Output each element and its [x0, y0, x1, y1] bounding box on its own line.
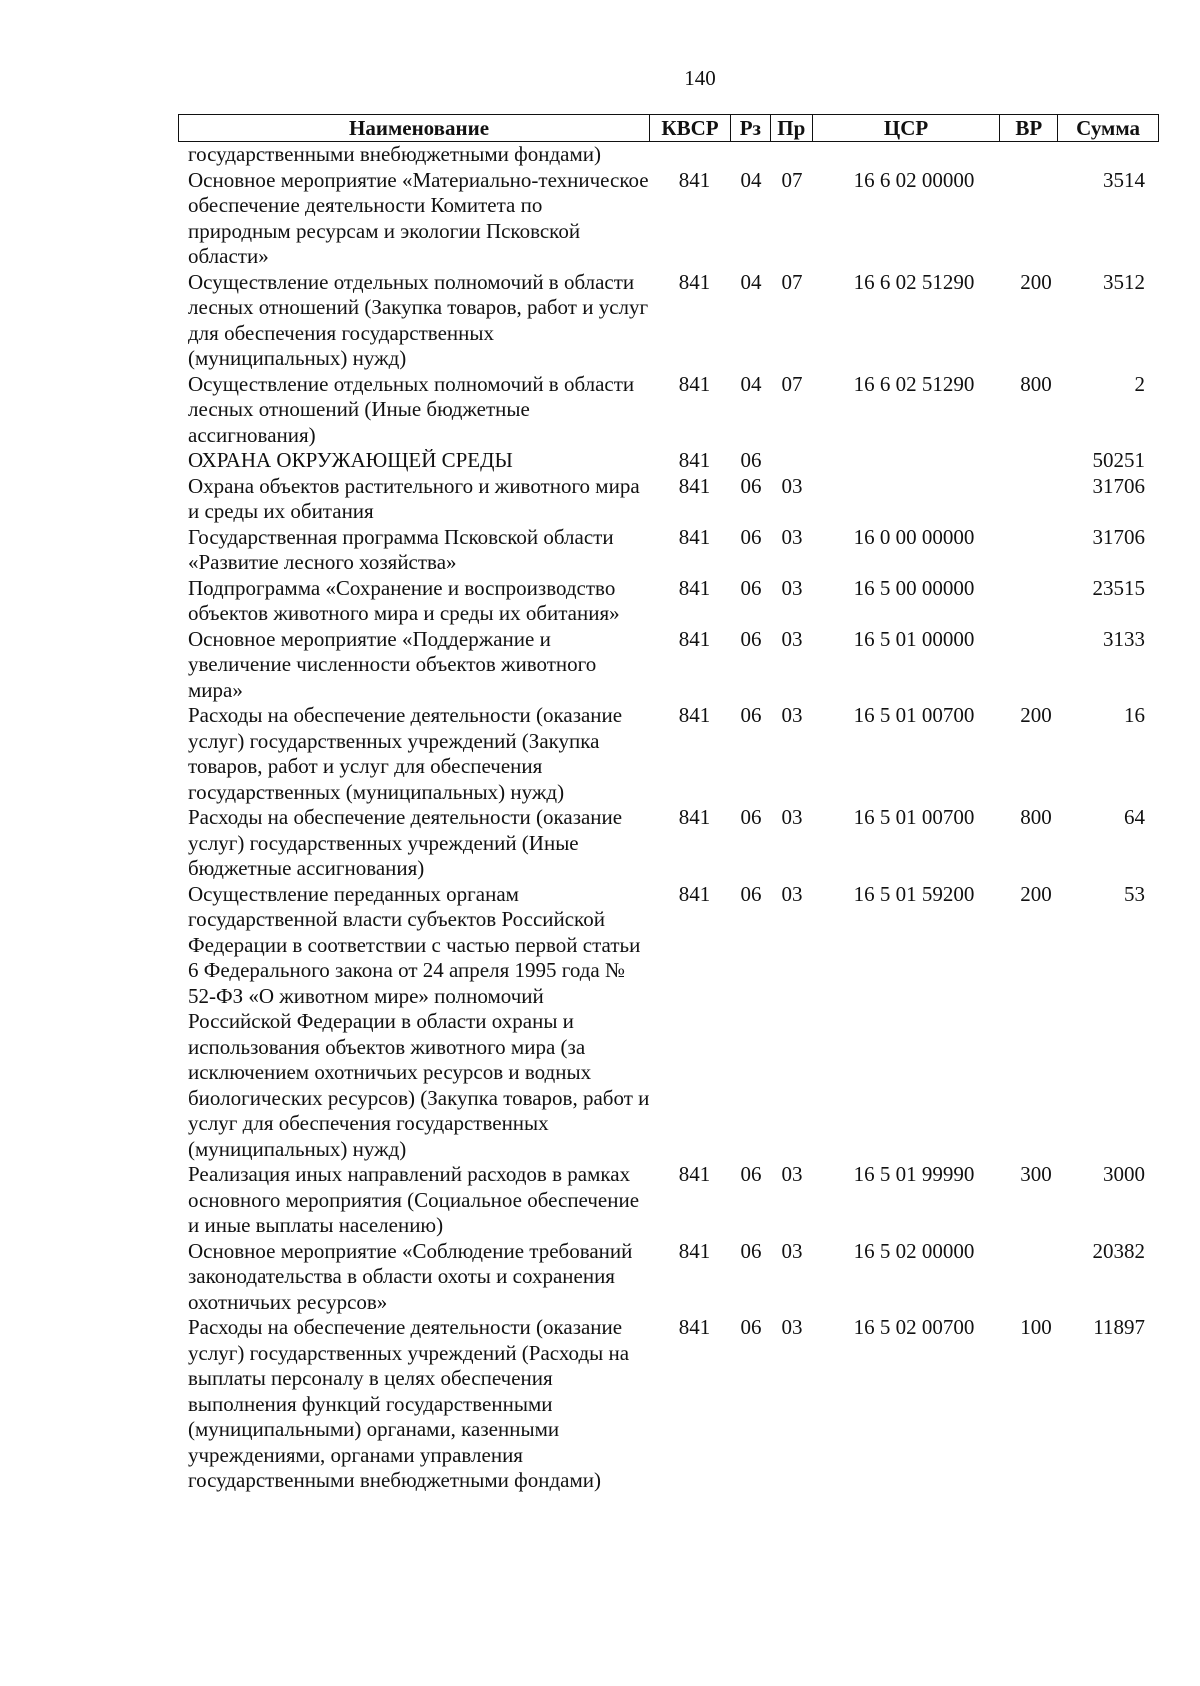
- cell-kvsr: 841: [678, 1162, 711, 1186]
- cell-rz: 06: [740, 1162, 762, 1186]
- table-header: [178, 114, 1159, 142]
- cell-pr: 07: [781, 269, 803, 294]
- cell-rz: 06: [740, 1315, 762, 1339]
- table-body: [178, 142, 1159, 1494]
- cell-name: государственными внебюджетными фондами): [188, 142, 602, 166]
- cell-name: Осуществление переданных органам государственной власти субъектов Российской Федерации в соответствии с частью первой статьи 6 Федерального закона от 24 апреля 1995 года № 52-ФЗ «О животном мире» полномочий Российской Федерации в области охраны и использования объектов животного мира (за исключением охотничьих ресурсов и водных биологических ресурсов) (Закупка товаров, работ и услуг для обеспечения государственных (муниципальных) нужд): [188, 881, 650, 1161]
- cell-name: Подпрограмма «Сохранение и воспроизводство объектов животного мира и среды их обитания»: [188, 575, 620, 625]
- table-row: [178, 270, 1159, 372]
- cell-csr: 16 5 02 00700: [853, 1315, 975, 1339]
- cell-rz: 06: [740, 473, 762, 498]
- header-vr: ВР: [1000, 115, 1058, 141]
- cell-kvsr: 841: [678, 269, 711, 294]
- cell-vr: 800: [1020, 805, 1052, 829]
- cell-pr: 03: [781, 473, 803, 498]
- header-pr: Пр: [771, 115, 813, 141]
- cell-sum: 64: [1124, 805, 1145, 829]
- cell-kvsr: 841: [678, 575, 711, 600]
- cell-vr: [1001, 448, 1059, 474]
- cell-csr: 16 5 00 00000: [853, 575, 975, 600]
- cell-rz: 06: [740, 524, 762, 549]
- table-row: [178, 703, 1159, 805]
- cell-rz: 06: [740, 881, 762, 906]
- cell-vr: 100: [1020, 1315, 1052, 1339]
- cell-name: Реализация иных направлений расходов в рамках основного мероприятия (Социальное обеспечение и иные выплаты населению): [188, 1162, 640, 1237]
- cell-rz: 06: [740, 1238, 762, 1263]
- cell-csr: 16 5 01 00700: [853, 703, 975, 727]
- cell-name: Основное мероприятие «Поддержание и увеличение численности объектов животного мира»: [188, 626, 597, 702]
- cell-csr: 16 6 02 51290: [853, 371, 975, 396]
- cell-name: Расходы на обеспечение деятельности (оказание услуг) государственных учреждений (Закупка товаров, работ и услуг для обеспечения государственных (муниципальных) нужд): [188, 703, 623, 804]
- cell-vr: [1001, 168, 1059, 270]
- budget-table: [178, 114, 1159, 1494]
- cell-name: Основное мероприятие «Материально-техническое обеспечение деятельности Комитета по природным ресурсам и экологии Псковской области»: [188, 167, 649, 268]
- cell-name: ОХРАНА ОКРУЖАЮЩЕЙ СРЕДЫ: [188, 448, 513, 472]
- cell-kvsr: 841: [678, 524, 711, 549]
- cell-csr: 16 6 02 00000: [853, 167, 975, 192]
- cell-csr: [813, 474, 1001, 525]
- cell-vr: [1001, 474, 1059, 525]
- cell-kvsr: 841: [678, 1315, 711, 1339]
- cell-kvsr: 841: [678, 448, 711, 472]
- cell-kvsr: 841: [678, 167, 711, 192]
- cell-vr: 200: [1020, 269, 1052, 294]
- cell-csr: 16 6 02 51290: [853, 269, 975, 294]
- header-name: Наименование: [179, 115, 650, 141]
- header-kvsr: КВСР: [650, 115, 731, 141]
- cell-pr: 03: [781, 805, 803, 829]
- cell-pr: [771, 448, 813, 474]
- header-csr: ЦСР: [813, 115, 1001, 141]
- page-number: 140: [684, 66, 716, 90]
- cell-csr: 16 5 01 99990: [853, 1162, 975, 1186]
- header-rz: Рз: [731, 115, 771, 141]
- cell-vr: [1001, 142, 1059, 168]
- header-sum: Сумма: [1076, 115, 1141, 140]
- cell-csr: [813, 448, 1001, 474]
- cell-vr: 800: [1020, 371, 1052, 396]
- cell-name: Основное мероприятие «Соблюдение требований законодательства в области охоты и сохранения охотничьих ресурсов»: [188, 1238, 633, 1314]
- cell-sum: [1059, 142, 1159, 168]
- cell-sum: 3133: [1103, 626, 1145, 651]
- cell-name: Охрана объектов растительного и животного мира и среды их обитания: [188, 473, 640, 523]
- cell-sum: 20382: [1092, 1238, 1145, 1263]
- table-row: [178, 1315, 1159, 1494]
- cell-rz: 06: [740, 805, 762, 829]
- cell-pr: 07: [781, 167, 803, 192]
- cell-csr: 16 5 01 00700: [853, 805, 975, 829]
- cell-vr: [1001, 1239, 1059, 1316]
- cell-vr: [1001, 576, 1059, 627]
- cell-name: Расходы на обеспечение деятельности (оказание услуг) государственных учреждений (Иные бюджетные ассигнования): [188, 805, 623, 880]
- cell-rz: 06: [740, 626, 762, 651]
- cell-rz: 04: [740, 167, 762, 192]
- cell-kvsr: 841: [678, 626, 711, 651]
- cell-sum: 31706: [1092, 473, 1145, 498]
- cell-csr: [813, 142, 1001, 168]
- cell-name: Государственная программа Псковской области «Развитие лесного хозяйства»: [188, 524, 614, 574]
- table-row: [178, 1162, 1159, 1239]
- cell-csr: 16 5 01 59200: [853, 881, 975, 906]
- cell-pr: 03: [781, 1238, 803, 1263]
- table-row: [178, 372, 1159, 449]
- cell-rz: 04: [740, 371, 762, 396]
- cell-pr: 03: [781, 626, 803, 651]
- cell-name: Осуществление отдельных полномочий в области лесных отношений (Закупка товаров, работ и услуг для обеспечения государственных (муниципальных) нужд): [188, 269, 649, 370]
- cell-csr: 16 0 00 00000: [853, 524, 975, 549]
- table-row: [178, 525, 1159, 576]
- table-row: [178, 448, 1159, 474]
- cell-rz: 06: [740, 703, 762, 727]
- cell-kvsr: [650, 142, 731, 168]
- cell-vr: 200: [1020, 703, 1052, 727]
- cell-csr: 16 5 01 00000: [853, 626, 975, 651]
- table-row: [178, 474, 1159, 525]
- cell-rz: [731, 142, 771, 168]
- cell-pr: 03: [781, 881, 803, 906]
- cell-sum: 3514: [1103, 167, 1145, 192]
- table-row: [178, 627, 1159, 704]
- cell-vr: 200: [1020, 881, 1052, 906]
- cell-kvsr: 841: [678, 1238, 711, 1263]
- cell-sum: 3512: [1103, 269, 1145, 294]
- cell-rz: 06: [740, 448, 762, 472]
- cell-name: Расходы на обеспечение деятельности (оказание услуг) государственных учреждений (Расходы на выплаты персоналу в целях обеспечения выполнения функций государственными (муниципальными) органами, казенными учреждениями, органами управления государственными внебюджетными фондами): [188, 1315, 630, 1492]
- cell-sum: 23515: [1092, 575, 1145, 600]
- cell-kvsr: 841: [678, 805, 711, 829]
- cell-csr: 16 5 02 00000: [853, 1238, 975, 1263]
- cell-kvsr: 841: [678, 703, 711, 727]
- table-row: [178, 576, 1159, 627]
- table-row: [178, 168, 1159, 270]
- cell-vr: 300: [1020, 1162, 1052, 1186]
- cell-kvsr: 841: [678, 473, 711, 498]
- table-row: [178, 805, 1159, 882]
- cell-vr: [1001, 627, 1059, 704]
- cell-name: Осуществление отдельных полномочий в области лесных отношений (Иные бюджетные ассигнования): [188, 371, 635, 447]
- table-row: [178, 882, 1159, 1163]
- cell-rz: 06: [740, 575, 762, 600]
- table-row: [178, 142, 1159, 168]
- cell-sum: 2: [1134, 371, 1145, 396]
- cell-pr: 03: [781, 703, 803, 727]
- cell-sum: 16: [1124, 703, 1145, 727]
- cell-vr: [1001, 525, 1059, 576]
- cell-sum: 31706: [1092, 524, 1145, 549]
- cell-pr: 07: [781, 371, 803, 396]
- table-row: [178, 1239, 1159, 1316]
- cell-sum: 3000: [1103, 1162, 1145, 1186]
- cell-rz: 04: [740, 269, 762, 294]
- cell-sum: 53: [1124, 881, 1145, 906]
- cell-pr: [771, 142, 813, 168]
- cell-pr: 03: [781, 1162, 803, 1186]
- cell-kvsr: 841: [678, 881, 711, 906]
- cell-sum: 50251: [1092, 448, 1145, 472]
- cell-pr: 03: [781, 524, 803, 549]
- cell-pr: 03: [781, 575, 803, 600]
- cell-kvsr: 841: [678, 371, 711, 396]
- cell-sum: 11897: [1093, 1315, 1145, 1339]
- cell-pr: 03: [781, 1315, 803, 1339]
